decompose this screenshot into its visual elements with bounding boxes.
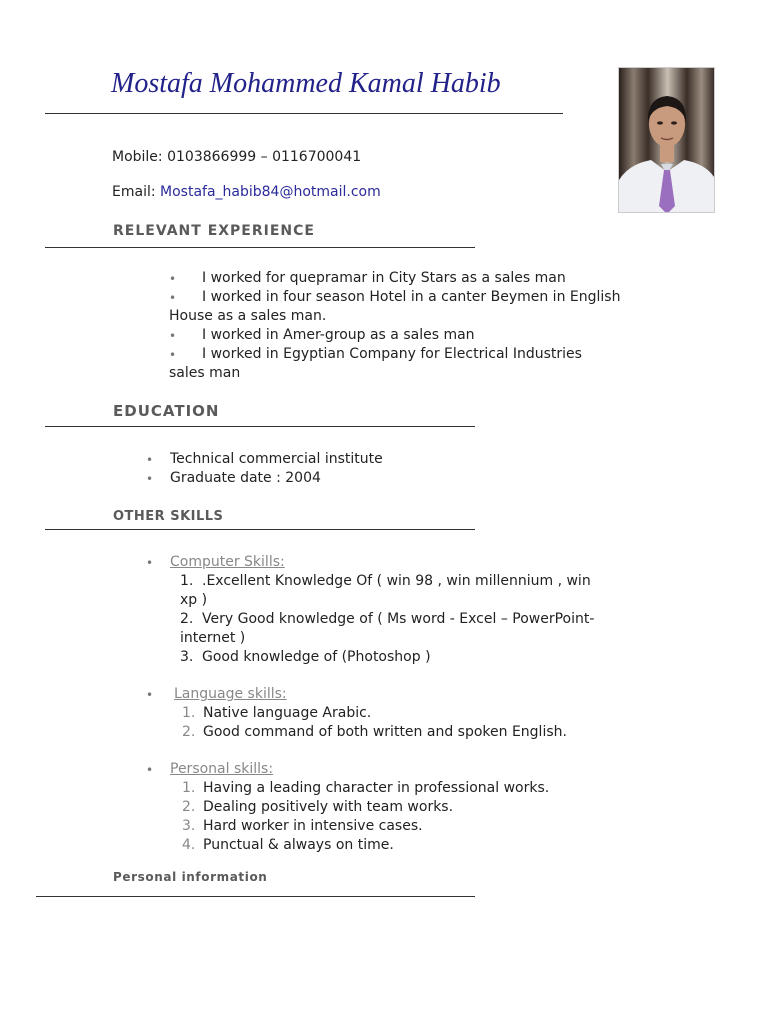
portrait-icon — [619, 68, 715, 213]
personal-information-rule — [36, 896, 475, 897]
education-text: Graduate date : 2004 — [170, 470, 321, 486]
item-number: 4. — [182, 837, 196, 853]
bullet-icon: • — [146, 688, 154, 702]
experience-text: I worked in four season Hotel in a canter Beymen in English — [202, 289, 621, 305]
mobile-number: 0103866999 – 0116700041 — [167, 149, 362, 165]
language-skill-text: Native language Arabic. — [203, 705, 372, 721]
list-item — [180, 705, 660, 724]
computer-skill-text: Very Good knowledge of ( Ms word - Excel – PowerPoint- — [202, 611, 595, 627]
personal-skills-list — [180, 780, 660, 856]
list-item — [169, 346, 689, 384]
list-item — [169, 327, 689, 346]
list-item — [180, 611, 660, 649]
experience-text: I worked for quepramar in City Stars as a sales man — [202, 270, 566, 286]
language-skill-text: Good command of both written and spoken English. — [203, 724, 567, 740]
other-skills-heading: OTHER SKILLS — [113, 509, 224, 524]
list-item — [180, 724, 660, 743]
bullet-icon: • — [169, 329, 177, 343]
personal-skill-text: Having a leading character in professional works. — [203, 780, 550, 796]
resume-name: Mostafa Mohammed Kamal Habib — [111, 68, 501, 99]
computer-skill-text: Good knowledge of (Photoshop ) — [202, 649, 431, 665]
item-number: 3. — [182, 818, 196, 834]
list-item — [169, 289, 689, 327]
computer-skills-title: Computer Skills: — [170, 554, 285, 570]
bullet-icon: • — [169, 291, 177, 305]
email-line — [112, 184, 381, 200]
item-number: 2. — [182, 724, 196, 740]
list-item — [180, 837, 660, 856]
item-number: 1. — [182, 705, 196, 721]
personal-skill-text: Dealing positively with team works. — [203, 799, 454, 815]
personal-skill-text: Hard worker in intensive cases. — [203, 818, 423, 834]
language-skills-title: Language skills: — [174, 686, 287, 702]
item-number: 1. — [180, 573, 194, 589]
item-number: 2. — [182, 799, 196, 815]
personal-skill-text: Punctual & always on time. — [203, 837, 394, 853]
experience-heading: RELEVANT EXPERIENCE — [113, 223, 315, 239]
bullet-icon: • — [169, 348, 177, 362]
experience-list — [169, 270, 689, 384]
bullet-icon: • — [146, 472, 154, 486]
computer-skill-text: .Excellent Knowledge Of ( win 98 , win millennium , win — [202, 573, 591, 589]
other-skills-rule — [45, 529, 475, 530]
item-number: 1. — [182, 780, 196, 796]
computer-skill-text-continued: internet ) — [180, 630, 246, 646]
experience-text-continued: House as a sales man. — [169, 308, 327, 324]
email-label: Email: — [112, 184, 161, 200]
computer-skill-text-continued: xp ) — [180, 592, 208, 608]
bullet-icon: • — [169, 272, 177, 286]
experience-text: I worked in Egyptian Company for Electrical Industries — [202, 346, 582, 362]
list-item — [180, 649, 660, 668]
personal-skills-title: Personal skills: — [170, 761, 274, 777]
bullet-icon: • — [146, 763, 154, 777]
education-list — [146, 451, 546, 489]
list-item — [180, 799, 660, 818]
personal-information-heading: Personal information — [113, 870, 268, 884]
experience-text-continued: sales man — [169, 365, 241, 381]
education-rule — [45, 426, 475, 427]
computer-skills-list — [180, 573, 660, 668]
list-item — [169, 270, 689, 289]
list-item — [180, 818, 660, 837]
education-text: Technical commercial institute — [170, 451, 383, 467]
email-link[interactable]: Mostafa_habib84@hotmail.com — [160, 184, 381, 200]
profile-photo — [618, 67, 715, 213]
item-number: 3. — [180, 649, 194, 665]
mobile-line — [112, 149, 361, 165]
list-item — [146, 470, 546, 489]
mobile-label: Mobile: — [112, 149, 168, 165]
bullet-icon: • — [146, 453, 154, 467]
language-skills-list — [180, 705, 660, 743]
item-number: 2. — [180, 611, 194, 627]
list-item — [180, 780, 660, 799]
list-item — [180, 573, 660, 611]
list-item — [146, 451, 546, 470]
bullet-icon: • — [146, 556, 154, 570]
header-rule — [45, 113, 563, 114]
experience-rule — [45, 247, 475, 248]
experience-text: I worked in Amer-group as a sales man — [202, 327, 475, 343]
education-heading: EDUCATION — [113, 402, 220, 420]
